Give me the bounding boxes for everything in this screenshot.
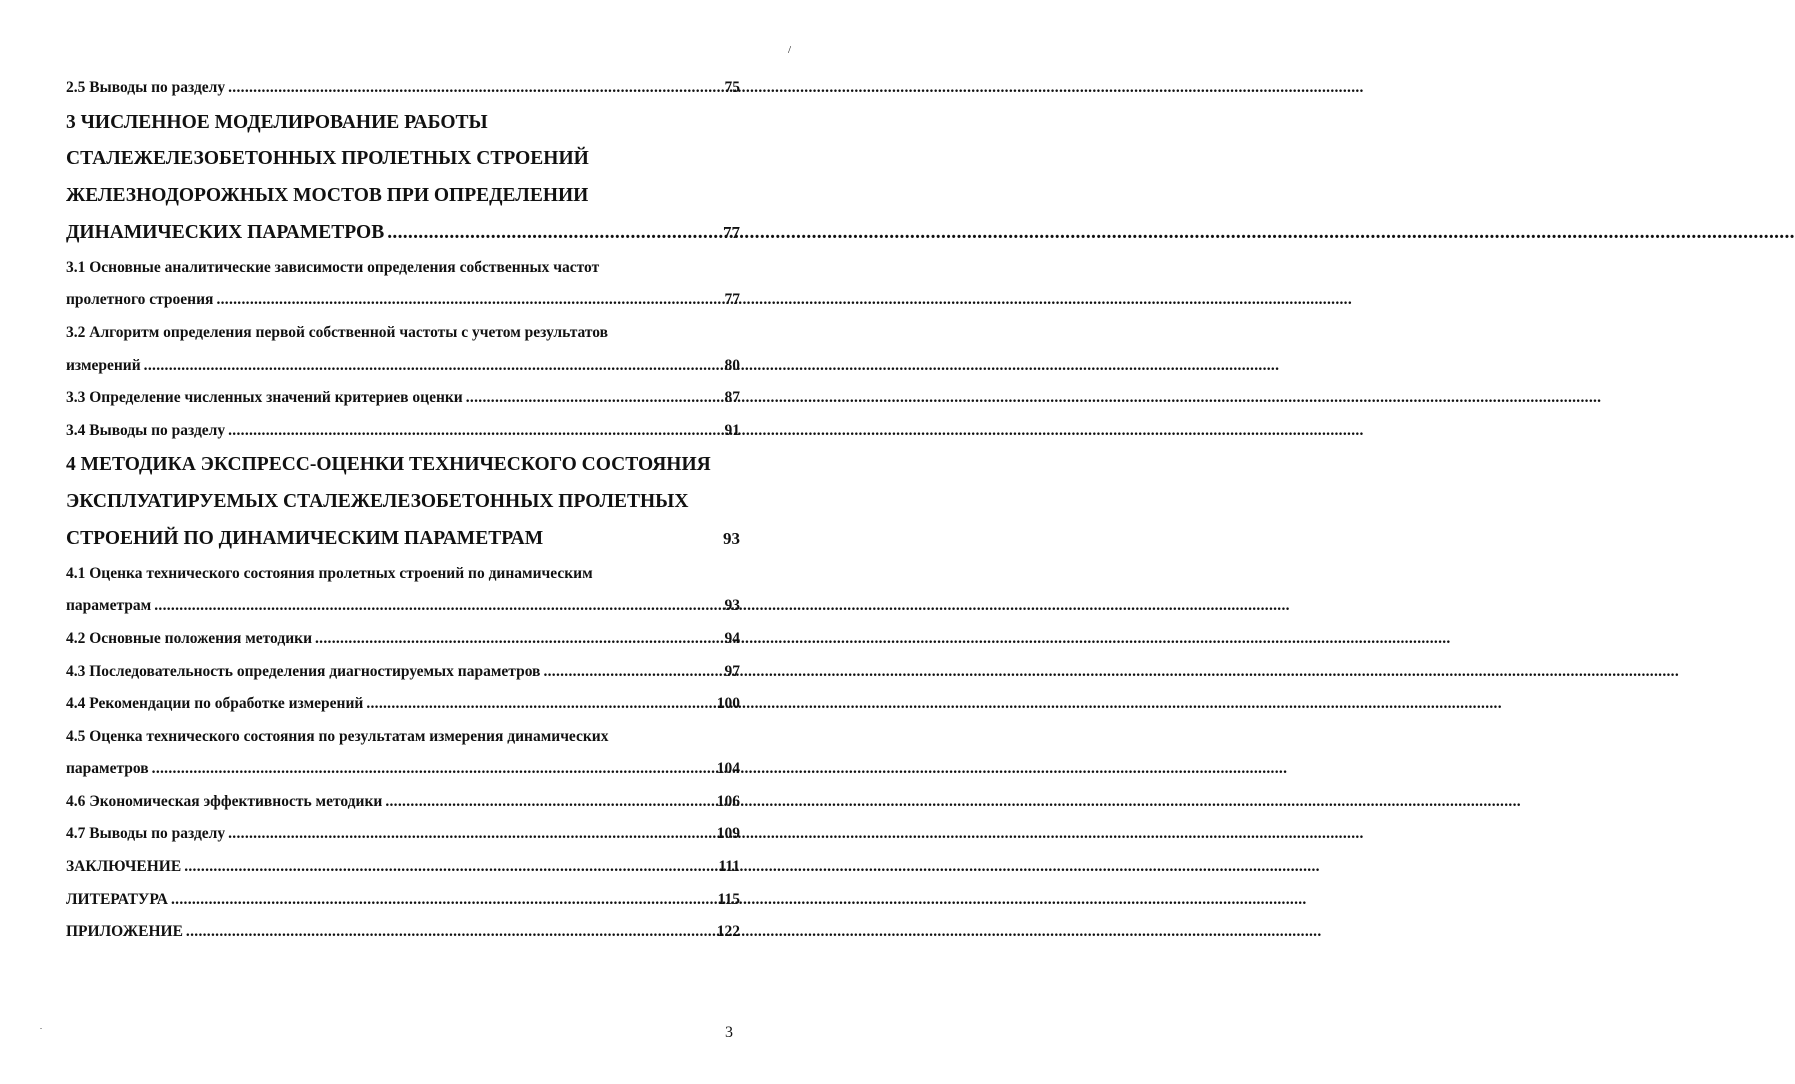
toc-entry [66, 558, 740, 591]
toc-entry-title: 4.3 Последовательность определения диагностируемых параметров [66, 662, 541, 680]
toc-entry-title: ПРИЛОЖЕНИЕ [66, 923, 183, 941]
toc-entry-page: 80 [724, 356, 740, 374]
toc-entry-title: 4.6 Экономическая эффективность методики [66, 792, 383, 810]
toc-entry-title: 4 МЕТОДИКА ЭКСПРЕСС-ОЦЕНКИ ТЕХНИЧЕСКОГО СОСТОЯНИЯ [66, 454, 711, 476]
toc-entry-page: 115 [717, 890, 740, 908]
toc-entry-title: 3.1 Основные аналитические зависимости определения собственных частот [66, 258, 600, 276]
toc-entry-title: СТРОЕНИЙ ПО ДИНАМИЧЕСКИМ ПАРАМЕТРАМ [66, 527, 544, 549]
toc-entry [66, 252, 740, 285]
toc-chapter-heading [66, 141, 740, 178]
toc-entry [66, 818, 740, 851]
toc-leader-dots [228, 818, 715, 851]
toc-entry-title: ЖЕЛЕЗНОДОРОЖНЫХ МОСТОВ ПРИ ОПРЕДЕЛЕНИИ [66, 185, 589, 207]
toc-entry-title: ЗАКЛЮЧЕНИЕ [66, 858, 182, 876]
toc-entry-page: 104 [716, 760, 740, 778]
toc-entry-title: ДИНАМИЧЕСКИХ ПАРАМЕТРОВ [66, 221, 385, 243]
table-of-contents [66, 72, 740, 949]
toc-entry [66, 284, 740, 317]
toc-entry-title: измерений [66, 356, 141, 374]
toc-entry [66, 851, 740, 884]
toc-chapter-heading [66, 484, 740, 521]
toc-leader-dots [184, 851, 716, 884]
toc-entry-title: 4.4 Рекомендации по обработке измерений [66, 695, 364, 713]
toc-entry-page: 75 [724, 79, 740, 96]
toc-entry-page: 109 [716, 825, 740, 843]
toc-entry [66, 688, 740, 721]
toc-entry-page: 93 [723, 528, 740, 548]
toc-entry-title: пролетного строения [66, 291, 214, 309]
toc-entry [66, 317, 740, 350]
toc-entry [66, 753, 740, 786]
toc-entry [66, 350, 740, 383]
toc-entry-title: ЭКСПЛУАТИРУЕМЫХ СТАЛЕЖЕЛЕЗОБЕТОННЫХ ПРОЛЕТНЫХ [66, 491, 689, 513]
toc-entry-page: 77 [724, 291, 740, 309]
toc-entry [66, 382, 740, 415]
toc-leader-dots [385, 786, 714, 819]
toc-entry [66, 656, 740, 689]
toc-entry-page: 97 [724, 662, 740, 680]
toc-entry-page: 93 [724, 597, 740, 615]
page-number: 3 [725, 1024, 733, 1041]
scan-mark: / [787, 44, 791, 56]
toc-entry-title: 3.4 Выводы по разделу [66, 421, 226, 439]
toc-entry-title: 3.3 Определение численных значений критериев оценки [66, 389, 463, 407]
toc-entry-title: 3.2 Алгоритм определения первой собственной частоты с учетом результатов [66, 323, 609, 341]
toc-entry-title: 4.5 Оценка технического состояния по результатам измерения динамических [66, 727, 609, 745]
toc-entry-page: 100 [716, 695, 740, 713]
toc-entry-page: 122 [716, 923, 740, 941]
toc-leader-dots [387, 215, 721, 252]
toc-entry [66, 786, 740, 819]
toc-entry-title: ЛИТЕРАТУРА [66, 890, 168, 908]
toc-entry-title: параметрам [66, 597, 152, 615]
toc-entry-title: СТАЛЕЖЕЛЕЗОБЕТОННЫХ ПРОЛЕТНЫХ СТРОЕНИЙ [66, 148, 589, 170]
toc-entry-title: 3 ЧИСЛЕННОЕ МОДЕЛИРОВАНИЕ РАБОТЫ [66, 111, 488, 133]
toc-leader-dots [171, 884, 716, 917]
toc-entry-title: 4.2 Основные положения методики [66, 629, 312, 647]
toc-entry-page: 94 [724, 629, 740, 647]
toc-chapter-heading [66, 105, 740, 142]
toc-leader-dots [228, 72, 722, 105]
scan-mark: . [40, 1022, 42, 1031]
toc-entry-page: 111 [718, 858, 740, 876]
toc-leader-dots [466, 382, 723, 415]
toc-chapter-heading [66, 521, 740, 558]
toc-entry [66, 623, 740, 656]
toc-leader-dots [152, 753, 715, 786]
toc-chapter-heading [66, 215, 740, 252]
toc-entry-title: параметров [66, 760, 149, 778]
toc-entry [66, 884, 740, 917]
toc-entry-title: 4.7 Выводы по разделу [66, 825, 226, 843]
toc-entry-page: 87 [724, 389, 740, 407]
toc-leader-dots [216, 284, 722, 317]
toc-leader-dots [154, 590, 722, 623]
toc-entry [66, 916, 740, 949]
toc-entry [66, 590, 740, 623]
toc-entry-page: 77 [723, 222, 740, 242]
toc-entry-page: 91 [724, 421, 740, 439]
toc-entry-title: 2.5 Выводы по разделу [66, 79, 226, 96]
toc-chapter-heading [66, 178, 740, 215]
toc-entry-title: 4.1 Оценка технического состояния пролетных строений по динамическим [66, 564, 593, 582]
toc-leader-dots [186, 916, 715, 949]
toc-leader-dots [366, 688, 714, 721]
toc-entry [66, 721, 740, 754]
toc-leader-dots [144, 350, 723, 383]
toc-entry [66, 72, 740, 105]
toc-leader-dots [315, 623, 723, 656]
document-page [0, 0, 795, 1084]
toc-leader-dots [228, 415, 722, 448]
toc-entry-page: 106 [716, 792, 740, 810]
toc-entry [66, 415, 740, 448]
toc-leader-dots [543, 656, 722, 689]
toc-chapter-heading [66, 447, 740, 484]
